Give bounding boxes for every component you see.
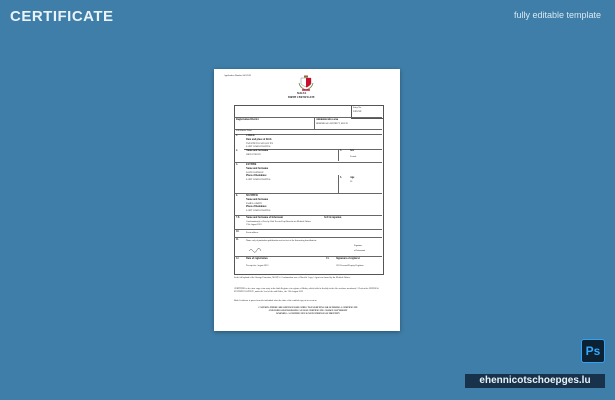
child-section-label: CHILD [246,134,255,137]
informant-date: 17th August 2023 [246,224,262,226]
child-section-number: 1. [236,134,238,137]
application-number: Application Number 04/2/2/83 [224,75,251,77]
divider [234,134,382,135]
event-address-label: Event address [246,231,259,234]
caution-line-3: WARNING: A CERTIFICATE IS NOT EVIDENCE OF IDENTITY [276,313,340,315]
registrar-label: Signature of registrar [336,257,360,260]
sex-number: 3. [340,149,342,152]
sub-district-label: Sub-district Name [236,130,252,132]
father-name-label: Name and Surname [246,167,269,170]
signature-label: Signature [354,245,363,247]
registrar-number: 13. [326,257,330,260]
informant-number: 7.8. [236,216,240,219]
divider [234,229,382,230]
page-heading: CERTIFICATE [10,8,114,25]
mother-residence-label: Place of Residence [246,205,267,208]
website-badge[interactable]: ehennicotschoepges.lu [465,374,605,388]
age-label: Age [350,176,355,179]
certificate-note: Birth Certificate is prone from the individual when the time of the entitled copy of an event on [234,300,317,302]
registration-date-number: 12. [236,257,240,260]
birth-date-value: TWENTIETH JANUARY XX [246,142,273,145]
divider [338,175,339,193]
divider [234,162,382,163]
entry-number-label: Entry No. [353,107,362,109]
event-address-number: 10. [236,230,240,233]
divider [234,129,382,130]
caution-line-2: AND USING OR POSSESSING A FALSE CERTIFICATE. CROWN COPYRIGHT [268,310,348,312]
maltese-coat-of-arms-icon [297,75,315,92]
divider [234,237,382,238]
child-name-label: Name and Surname [246,149,269,152]
photoshop-icon: Ps [581,339,605,363]
sex-value: Female [350,156,357,158]
certificate-title: BIRTH CERTIFICATE [288,96,315,99]
age-number: 5. [340,176,342,179]
mother-section-label: MOTHER [246,194,258,197]
country-name: MALTA [297,92,307,95]
remarks-text: Name only of particular qualification not for fact of the Interacting time/districts [246,239,317,242]
signature-value: of Informant [354,250,366,252]
registration-date-value: Twenty-five August 2023 [246,265,269,267]
occupation-label: 3rd Occupation [324,216,342,219]
entry-number-value: XXX/XX [353,111,362,113]
birth-date-place-label: Date and place of birth [246,138,272,141]
birth-place-value: SAINT JAMES HOSPITAL [246,145,271,148]
father-section-label: FATHER [246,163,257,166]
mother-name-label: Name and Surname [246,198,269,201]
divider [314,117,315,129]
administrative-area-label: Administrative area [316,118,339,121]
child-name-number: 2. [236,149,238,152]
informant-value: Confirmation(s) of Fact by Vital Events Dept Benefits for Medical Officer [246,221,312,223]
birth-certificate-document [214,69,400,331]
mother-name-value: PAMELA SMITH [246,202,263,205]
divider [338,149,339,161]
informant-signature-scribble-icon [248,247,262,253]
template-note: fully editable template [513,10,601,20]
father-section-number: 4. [236,163,238,166]
registrar-value: CIG Personal/Deputy Registrar [336,265,364,267]
mother-residence-value: SAINT JAMES HOSPITAL [246,209,271,212]
age-value: 30 [350,181,353,183]
administrative-area-value: BIRKIRKARA DISTRICT, MALTA [316,123,349,125]
mother-section-number: 6. [236,194,238,197]
footer-note: In the full upload of the Storage Extension, MALTA / Confirmation was of Non-file Copy / Agent was issued by the Medical Offices [234,277,351,279]
father-residence-label: Place of Residence [246,174,267,177]
father-residence-value: SAINT JAMES HOSPITAL [246,178,271,181]
father-name-value: DAVID JOHNSON [246,171,264,174]
child-name-value: JOHN STEVEN [246,154,261,156]
informant-label: Name and Surname of Informant [246,216,284,219]
caution-line-1: CAUTION: THERE ARE OFFENCES RELATING TO FALSIFYING OR ALTERING A CERTIFICATE [258,307,358,309]
registration-date-label: Date of registration [246,257,268,260]
registration-district-label: Registration District [236,118,259,121]
remarks-number: 11. [236,238,240,241]
certification-statement: CERTIFIED to be a true copy of an entry in the birth Register of a register of Births, which is/the/is flexibly in the files as above mentioned / Clerk at the GENERAL STATISTICS OFFICE, under the Seal of the said Office, the 17th August 2023 [234,288,379,293]
sex-label: Sex [350,149,354,152]
